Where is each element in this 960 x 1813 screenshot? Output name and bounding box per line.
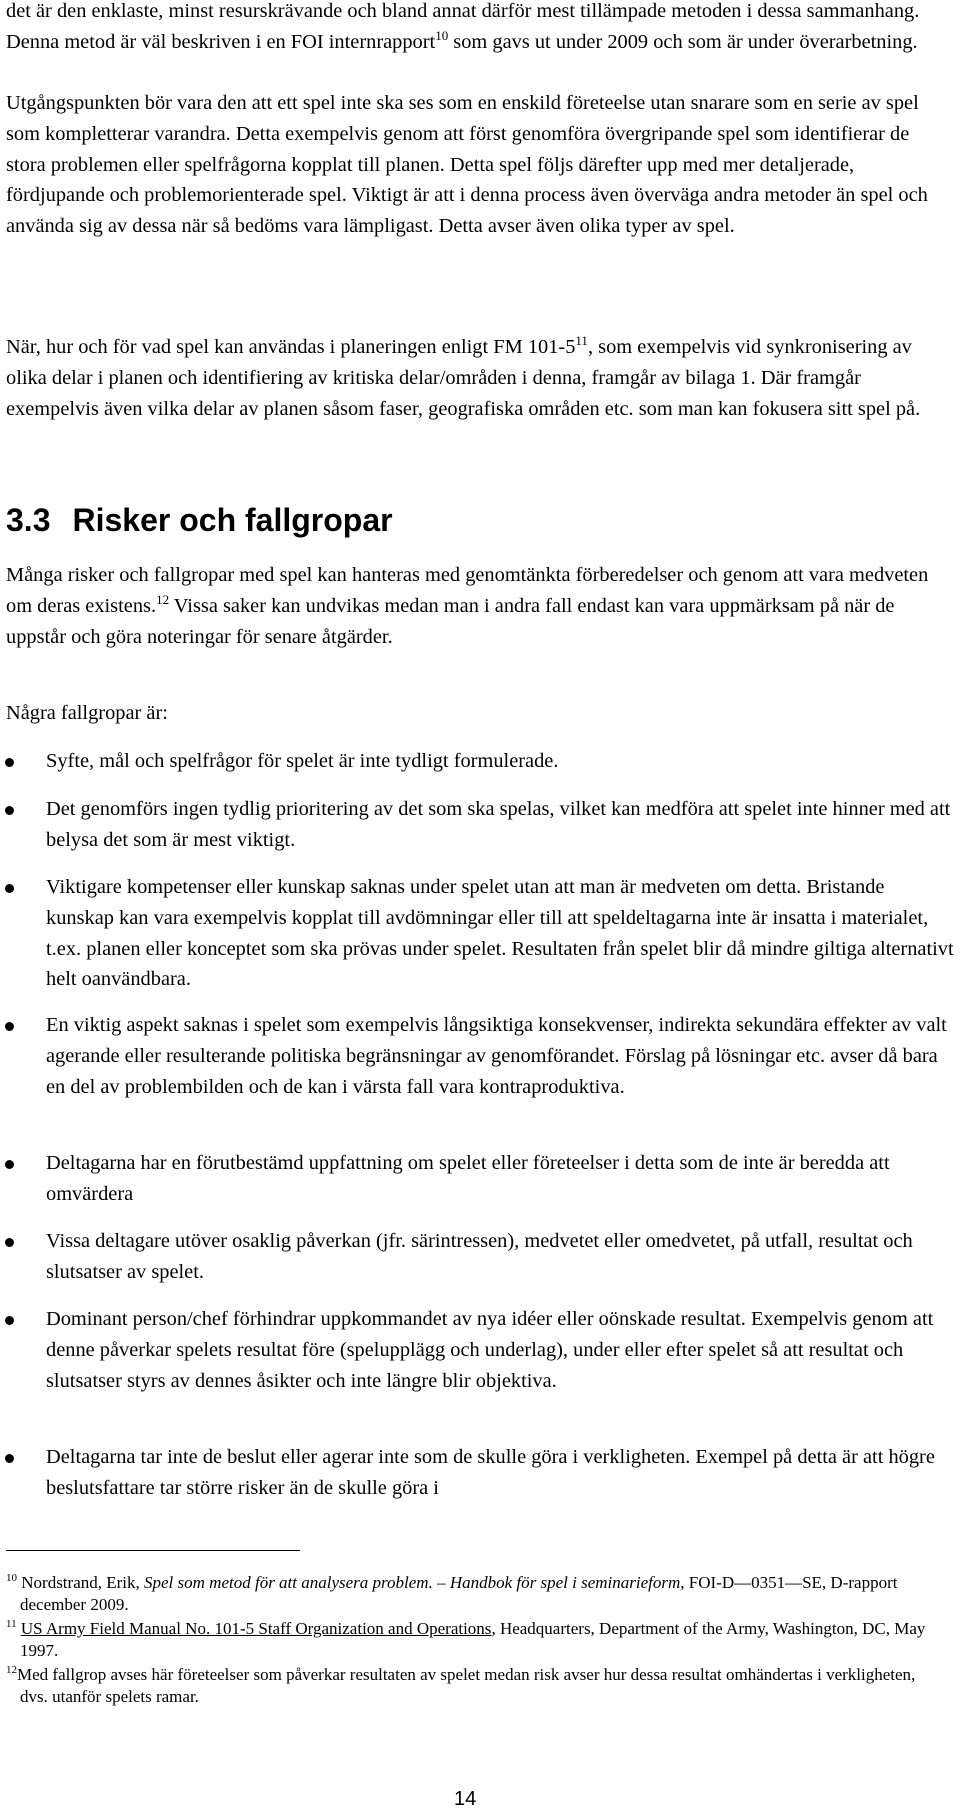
bullet-icon bbox=[5, 1160, 14, 1169]
bullet-icon bbox=[5, 1238, 14, 1247]
list-item: Dominant person/chef förhindrar uppkommandet av nya idéer eller oönskade resultat. Exempelvis genom att denne påverkar spelets resultat före (spelupplägg och underlag), under eller efter spelet så att resultat och slutsatser styrs av dennes åsikter och inte längre blir objektiva. bbox=[46, 1304, 956, 1396]
bullet-icon bbox=[5, 758, 14, 767]
paragraph-intro-continued bbox=[6, 0, 946, 58]
section-heading bbox=[6, 500, 393, 540]
footnote-ref-12[interactable]: 12 bbox=[156, 591, 170, 607]
paragraph-text: När, hur och för vad spel kan användas i planeringen enligt FM 101-5 bbox=[6, 336, 576, 358]
paragraph-starting-point: Utgångspunkten bör vara den att ett spel inte ska ses som en enskild företeelse utan snarare som en serie av spel som kompletterar varandra. Detta exempelvis genom att först genomföra övergripande spel som identifierar de stora problemen eller spelfrågorna kopplat till planen. Detta spel följs därefter upp med mer detaljerade, fördjupande och problemorienterade spel. Viktigt är att i denna process även överväga andra metoder än spel och använda sig av dessa när så bedöms vara lämpligast. Detta avser även olika typer av spel. bbox=[6, 92, 928, 238]
section-number: 3.3 bbox=[6, 502, 51, 538]
footnote-separator bbox=[6, 1550, 300, 1551]
list-item: Det genomförs ingen tydlig prioritering av det som ska spelas, vilket kan medföra att spelet inte hinner med att belysa det som är mest viktigt. bbox=[46, 794, 956, 856]
bullet-icon bbox=[5, 806, 14, 815]
footnote-10: $^{10}$ Nordstrand, Erik, Spel som metod för att analysera problem. – Handbok för spel i seminarieform, FOI-D—0351—SE, D-rapport december 2009. bbox=[6, 1572, 898, 1614]
list-item: Deltagarna har en förutbestämd uppfattning om spelet eller företeelser i detta som de inte är beredda att omvärdera bbox=[46, 1148, 956, 1210]
paragraph-text: det är den enklaste, minst resurskrävande och bland annat därför mest tillämpade metoden i dessa sammanhang. Denna metod är väl beskriven i en FOI internrapport bbox=[6, 0, 920, 53]
list-item: Viktigare kompetenser eller kunskap saknas under spelet utan att man är medveten om detta. Bristande kunskap kan vara exempelvis kopplat till avdömningar eller till att speldeltagarna inte är insatta i materialet, t.ex. planen eller konceptet som ska prövas under spelet. Resultaten från spelet blir då mindre giltiga alternativt helt oanvändbara. bbox=[46, 872, 956, 995]
paragraph-text: som gavs ut under 2009 och som är under överarbetning. bbox=[448, 30, 918, 53]
list-item: En viktig aspekt saknas i spelet som exempelvis långsiktiga konsekvenser, indirekta sekundära effekter av valt agerande eller resulterande politiska begränsningar av genomförandet. Förslag på lösningar etc. avser då bara en del av problembilden och de kan i värsta fall vara kontraproduktiva. bbox=[46, 1010, 956, 1102]
paragraph-text: Många risker och fallgropar med spel kan hanteras med genomtänkta förberedelser och genom att vara medveten om deras existens. bbox=[6, 564, 929, 617]
footnote-12: $^{12}$Med fallgrop avses här företeelser som påverkar resultaten av spelet medan risk avser hur dessa resultat omhändertas i verkligheten, dvs. utanför spelets ramar. bbox=[6, 1664, 916, 1706]
footnote-11: $^{11}$ US Army Field Manual No. 101-5 Staff Organization and Operations, Headquarters, Department of the Army, Washington, DC, May 1997. bbox=[6, 1618, 926, 1660]
paragraph-risks-intro bbox=[6, 560, 946, 652]
list-item: Syfte, mål och spelfrågor för spelet är inte tydligt formulerade. bbox=[46, 746, 956, 777]
bullet-icon bbox=[5, 1316, 14, 1325]
paragraph-fm-101-5 bbox=[6, 332, 946, 424]
bullet-icon bbox=[5, 884, 14, 893]
bullet-icon bbox=[5, 1022, 14, 1031]
list-item: Deltagarna tar inte de beslut eller agerar inte som de skulle göra i verkligheten. Exempel på detta är att högre beslutsfattare tar större risker än de skulle göra i bbox=[46, 1442, 956, 1504]
footnote-link[interactable]: US Army Field Manual No. 101-5 Staff Organization and Operations bbox=[20, 1619, 492, 1638]
bullet-icon bbox=[5, 1454, 14, 1463]
section-title: Risker och fallgropar bbox=[72, 502, 393, 538]
paragraph-text: , som exempelvis vid synkronisering av olika delar i planen och identifiering av kritiska delar/områden i denna, framgår av bilaga 1. Där framgår exempelvis även vilka delar av planen såsom faser, geografiska områden etc. som man kan fokusera sitt spel på. bbox=[6, 336, 921, 420]
footnote-ref-10[interactable]: 10 bbox=[435, 27, 449, 43]
page-number: 14 bbox=[454, 1788, 477, 1810]
paragraph-pitfalls-lead: Några fallgropar är: bbox=[6, 702, 168, 724]
paragraph-text: Vissa saker kan undvikas medan man i andra fall endast kan vara uppmärksam på när de uppstår och göra noteringar för senare åtgärder. bbox=[6, 594, 895, 648]
footnote-ref-11[interactable]: 11 bbox=[575, 333, 588, 348]
list-item: Vissa deltagare utöver osaklig påverkan (jfr. särintressen), medvetet eller omedvetet, på utfall, resultat och slutsatser av spelet. bbox=[46, 1226, 956, 1288]
